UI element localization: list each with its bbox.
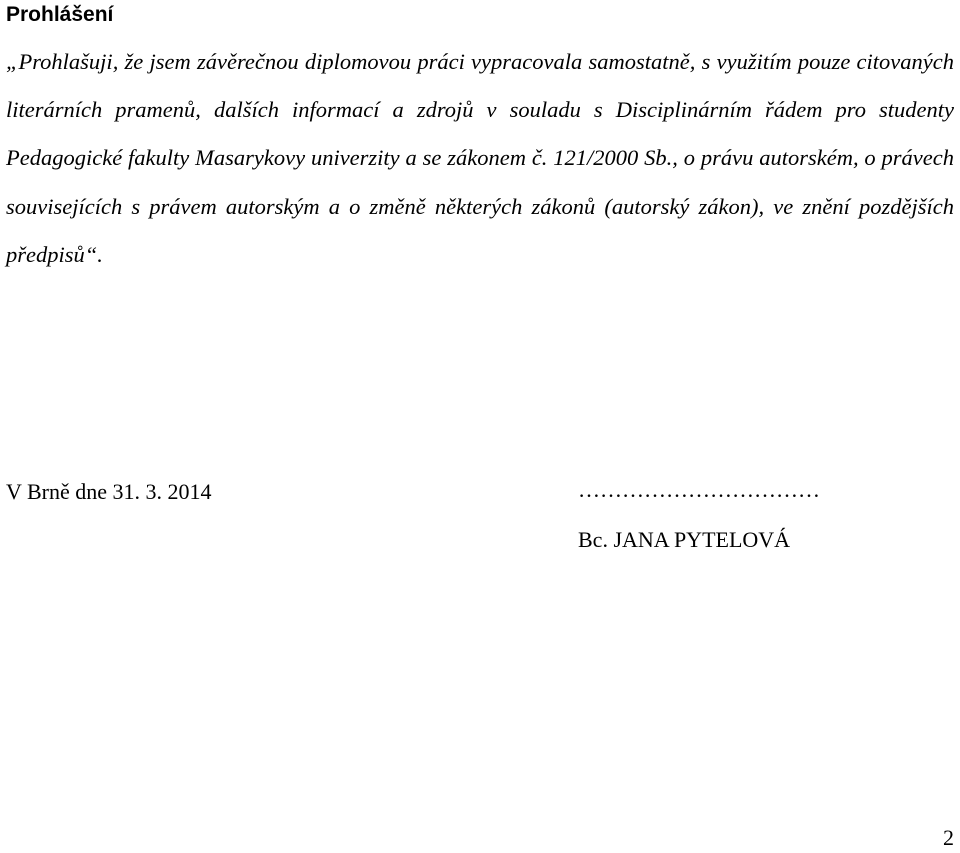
page-title: Prohlášení	[6, 3, 114, 26]
signer-name: Bc. JANA PYTELOVÁ	[578, 527, 791, 552]
page-number: 2	[943, 825, 954, 850]
signature-line: ……………………………	[578, 477, 820, 502]
declaration-paragraph: „Prohlašuji, že jsem závěrečnou diplomovou práci vypracovala samostatně, s využitím pouze citovaných literárních pramenů, dalších informací a zdrojů v souladu s Disciplinárním řádem pro studenty Pedagogické fakulty Masarykovy univerzity a se zákonem č. 121/2000 Sb., o právu autorském, o právech souvisejících s právem autorským a o změně některých zákonů (autorský zákon), ve znění pozdějších předpisů“.	[6, 49, 954, 267]
place-and-date: V Brně dne 31. 3. 2014	[6, 479, 212, 504]
